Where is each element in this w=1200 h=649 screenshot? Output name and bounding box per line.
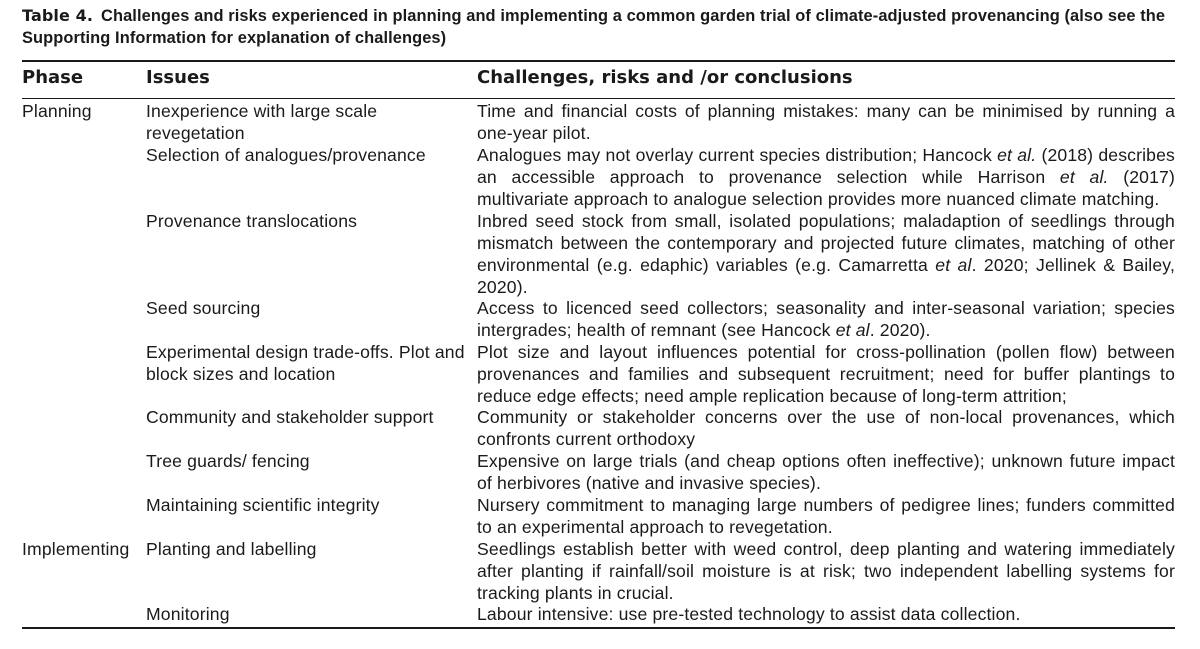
row-challenge: Inbred seed stock from small, isolated populations; maladaption of seedlings through mismatch between the contemporary and projected future climates, matching of other environmental (e.g. edaphic) variables (e.g. Camarretta et al. 2020; Jellinek & Bailey, 2020). <box>477 211 1175 297</box>
row-challenge: Seedlings establish better with weed control, deep planting and watering immediately after planting if rainfall/soil moisture is at risk; two independent labelling systems for tracking plants in crucial. <box>477 539 1175 603</box>
bottom-rule <box>22 627 1175 629</box>
row-challenge: Plot size and layout influences potential for cross-pollination (pollen flow) between provenances and families and subsequent recruitment; need for buffer plantings to reduce edge effects; need ample replication because of long-term attrition; <box>477 342 1175 406</box>
row-challenge: Expensive on large trials (and cheap options often ineffective); unknown future impact of herbivores (native and invasive species). <box>477 451 1175 493</box>
table-label: Table 4. <box>22 6 94 25</box>
row-issue: Community and stakeholder support <box>146 407 434 427</box>
row-issue: Provenance translocations <box>146 211 358 231</box>
row-challenge: Access to licenced seed collectors; seasonality and inter-seasonal variation; species intergrades; health of remnant (see Hancock et al. 2020). <box>477 298 1175 340</box>
row-challenge: Labour intensive: use pre-tested technology to assist data collection. <box>477 604 1021 624</box>
table-caption <box>22 5 1182 49</box>
row-issue: Tree guards/ fencing <box>146 451 310 471</box>
row-issue: Planting and labelling <box>146 539 317 559</box>
row-issue: Experimental design trade-offs. Plot and block sizes and location <box>146 342 465 384</box>
header-issues: Issues <box>146 67 210 88</box>
header-challenges: Challenges, risks and /or conclusions <box>477 67 853 88</box>
top-rule <box>22 60 1175 62</box>
row-challenge: Community or stakeholder concerns over the use of non-local provenances, which confronts current orthodoxy <box>477 407 1175 449</box>
row-issue: Seed sourcing <box>146 298 261 318</box>
row-challenge: Time and financial costs of planning mistakes: many can be minimised by running a one-year pilot. <box>477 101 1175 143</box>
row-phase: Implementing <box>22 539 130 559</box>
header-phase: Phase <box>22 67 84 88</box>
row-issue: Selection of analogues/provenance <box>146 145 426 165</box>
table-caption-text: Challenges and risks experienced in planning and implementing a common garden trial of climate-adjusted provenancing (also see the Supporting Information for explanation of challenges) <box>22 7 1166 47</box>
row-issue: Monitoring <box>146 604 230 624</box>
row-challenge: Analogues may not overlay current species distribution; Hancock et al. (2018) describes an accessible approach to provenance selection while Harrison et al. (2017) multivariate approach to analogue selection provides more nuanced climate matching. <box>477 145 1176 209</box>
row-issue: Maintaining scientific integrity <box>146 495 380 515</box>
row-phase: Planning <box>22 101 92 121</box>
header-rule <box>22 98 1175 99</box>
row-challenge: Nursery commitment to managing large numbers of pedigree lines; funders committed to an experimental approach to revegetation. <box>477 495 1175 537</box>
row-issue: Inexperience with large scale revegetation <box>146 101 378 143</box>
